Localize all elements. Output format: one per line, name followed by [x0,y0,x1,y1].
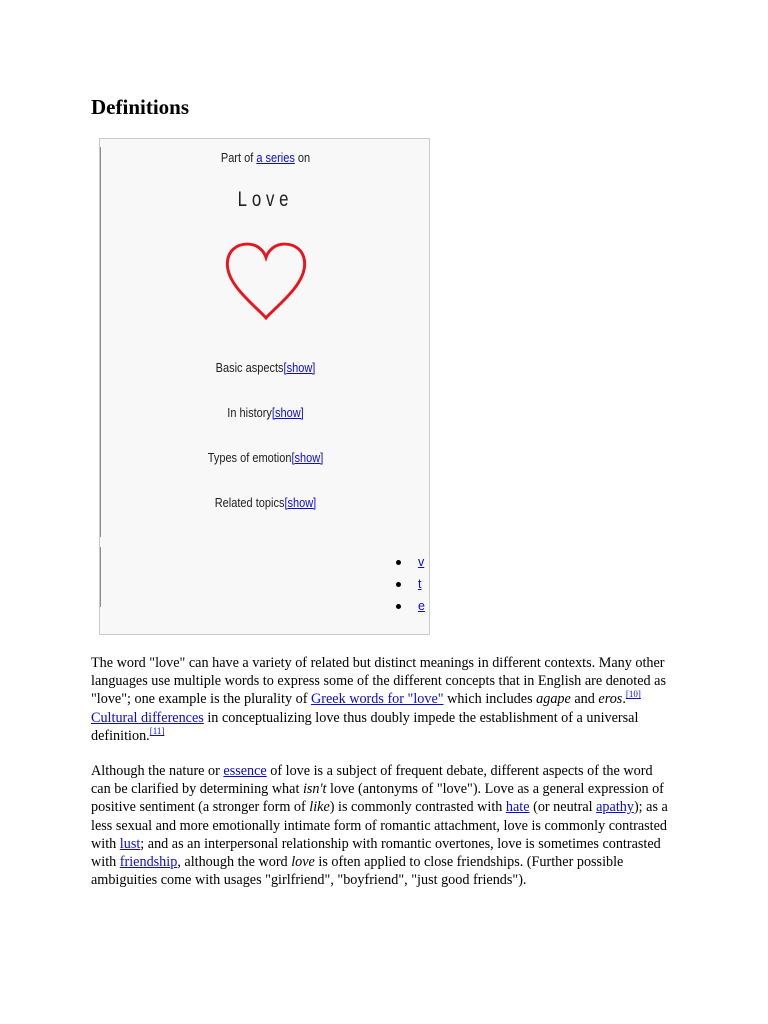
section-label: Types of emotion [207,451,292,465]
text: , although the word [177,854,292,871]
section-basic-aspects [120,361,411,375]
text: and [570,691,599,708]
show-toggle-link[interactable]: [show] [291,451,324,465]
greek-words-link[interactable]: Greek words for "love" [311,691,444,708]
text: in conceptualizing love thus doubly impede the establishment of a universal definition. [91,709,639,744]
show-toggle-link[interactable]: [show] [283,361,316,375]
emphasis-text: isn't [302,781,327,798]
section-label: In history [227,406,272,420]
series-caption [120,151,411,165]
agape-term: agape [536,691,571,708]
section-label: Basic aspects [215,361,284,375]
infobox-left-rule [100,147,101,537]
lust-link[interactable]: lust [119,835,141,852]
series-caption-prefix: Part of [220,151,257,165]
heart-icon [224,239,308,323]
text: which includes [443,691,537,708]
citation-10-link[interactable]: [10] [625,689,641,700]
section-types-of-emotion [120,451,411,465]
bullet-icon [396,604,401,609]
infobox-left-rule-lower [100,547,101,607]
eros-term: eros [598,691,623,708]
cultural-differences-link[interactable]: Cultural differences [91,709,204,726]
section-label: Related topics [214,496,285,510]
paragraph-definitions [91,654,671,745]
series-link[interactable]: a series [256,151,295,165]
text: The word "love" can have a variety of related but distinct meanings in different contexts. Many other languages use multiple words to express some of the different concepts that in English are denoted as "love"; one example is the plurality of [91,655,666,708]
apathy-link[interactable]: apathy [596,799,634,816]
nav-item-view [392,551,425,573]
bullet-icon [396,582,401,587]
friendship-link[interactable]: friendship [119,854,178,871]
section-in-history [120,406,411,420]
navbox-links [392,551,425,617]
essence-link[interactable]: essence [223,763,267,779]
view-template-link[interactable]: v [418,555,425,569]
text: Although the nature or [91,763,224,779]
show-toggle-link[interactable]: [show] [284,496,317,510]
text: (or neutral [529,799,597,816]
section-heading: Definitions [91,95,190,119]
series-caption-suffix: on [294,151,311,165]
text: ; and as an interpersonal relationship with romantic overtones, love is sometimes contrasted with [91,835,661,871]
hate-link[interactable]: hate [505,799,530,816]
emphasis-text: love [291,854,315,871]
infobox-title: Love [237,188,294,211]
text: love (antonyms of "love"). Love as a general expression of positive sentiment (a stronger form of [91,781,664,816]
text: . [622,691,626,708]
edit-template-link[interactable]: e [418,599,425,613]
text: of love is a subject of frequent debate, different aspects of the word can be clarified by determining what [91,763,653,798]
text: is often applied to close friendships. (Further possible ambiguities come with usages "girlfriend", "boyfriend", "just good friends"). [91,854,624,889]
show-toggle-link[interactable]: [show] [271,406,304,420]
emphasis-text: like [309,799,330,816]
nav-item-talk [392,573,425,595]
section-related-topics [120,496,411,510]
nav-item-edit [392,595,425,617]
paragraph-antonyms [91,762,671,889]
love-series-infobox [99,138,430,635]
text: ) is commonly contrasted with [329,799,506,816]
talk-template-link[interactable]: t [418,577,422,591]
text: ); as a less sexual and more emotionally intimate form of romantic attachment, love is commonly contrasted with [91,799,668,852]
bullet-icon [396,560,401,565]
citation-11-link[interactable]: [11] [149,725,165,736]
